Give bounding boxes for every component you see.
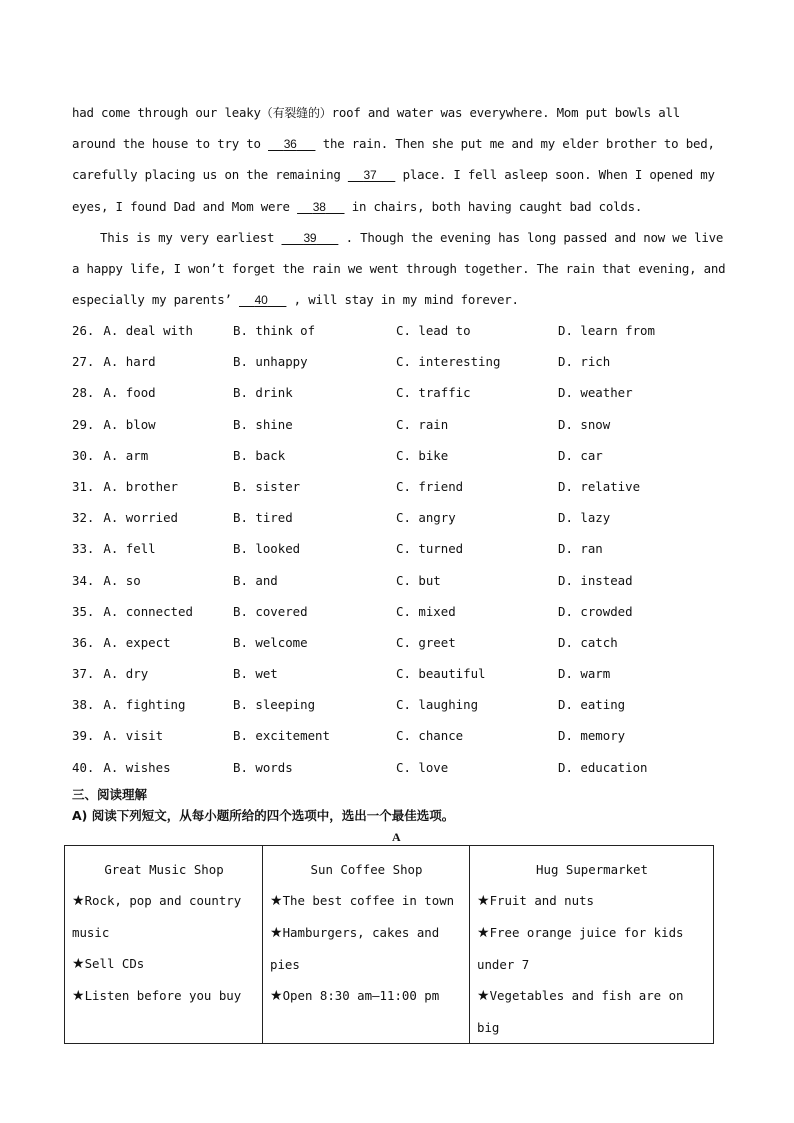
option-c: C. mixed [396, 603, 456, 619]
passage-text: . Though the evening has long passed and now we live [338, 229, 724, 245]
option-d: D. rich [558, 354, 611, 370]
question-row [72, 720, 732, 751]
question-row [72, 440, 732, 471]
star-icon: ★ [477, 925, 490, 941]
ad-item [72, 948, 256, 980]
blank-number: 38 [312, 199, 326, 214]
option-a: A. fell [103, 541, 156, 557]
passage-line-4 [72, 191, 722, 222]
option-d: D. warm [558, 666, 611, 682]
ad-coffee-shop [263, 846, 470, 1044]
option-d: D. weather [558, 385, 633, 401]
option-b: B. wet [233, 666, 278, 682]
option-a: A. dry [103, 666, 149, 682]
option-d: D. snow [558, 416, 611, 432]
option-d: D. lazy [558, 510, 611, 526]
option-d: D. eating [558, 697, 626, 713]
ad-item-text: Sell CDs [84, 956, 145, 971]
section-instruction: A) 阅读下列短文，从每小题所给的四个选项中，选出一个最佳选项。 [72, 808, 455, 823]
question-row [72, 346, 732, 377]
question-number-and-option-a [72, 596, 193, 627]
question-number-and-option-a [72, 409, 156, 440]
option-d: D. catch [558, 634, 618, 650]
question-number-and-option-a [72, 627, 171, 658]
passage-label: A [392, 830, 401, 844]
passage [72, 97, 726, 315]
question-row [72, 752, 732, 783]
option-b: B. sister [233, 478, 301, 494]
option-b: B. shine [233, 416, 293, 432]
option-a: A. hard [103, 354, 156, 370]
ad-item [270, 917, 463, 980]
ad-item [270, 980, 463, 1012]
option-d: D. memory [558, 728, 626, 744]
question-number-and-option-a [72, 533, 156, 564]
ad-item [72, 980, 256, 1012]
gloss-text: （有裂缝的） [260, 106, 332, 120]
option-c: C. interesting [396, 354, 501, 370]
passage-text: place. I fell asleep soon. When I opened my [395, 167, 715, 183]
ad-title: Great Music Shop [104, 862, 224, 877]
question-row [72, 658, 732, 689]
option-b: B. tired [233, 510, 293, 526]
blank-40 [239, 285, 286, 316]
option-a: A. fighting [103, 697, 186, 713]
question-row [72, 409, 732, 440]
option-c: C. traffic [396, 385, 471, 401]
question-number-and-option-a [72, 658, 148, 689]
option-a: A. brother [103, 478, 178, 494]
option-c: C. beautiful [396, 666, 486, 682]
question-number-and-option-a [72, 377, 156, 408]
option-b: B. think of [233, 323, 316, 338]
option-a: A. deal with [103, 323, 193, 338]
option-b: B. excitement [233, 728, 330, 744]
star-icon: ★ [477, 893, 490, 909]
ads-row [65, 846, 714, 1044]
option-b: B. covered [233, 603, 308, 619]
ad-music-shop [65, 846, 263, 1044]
question-row [72, 315, 732, 346]
question-number-and-option-a [72, 440, 148, 471]
option-a: A. worried [103, 510, 178, 526]
ad-item [477, 980, 707, 1043]
question-row [72, 471, 732, 502]
blank-number: 36 [283, 137, 297, 152]
star-icon: ★ [477, 988, 490, 1004]
blank-37 [348, 160, 395, 191]
question-row [72, 377, 732, 408]
passage-text: around the house to try to [72, 136, 269, 152]
option-b: B. words [233, 759, 293, 775]
ad-item-text: The best coffee in town [282, 893, 455, 908]
option-c: C. love [396, 759, 449, 775]
option-a: A. visit [103, 728, 164, 744]
question-number: 37. [72, 666, 95, 682]
question-number-and-option-a [72, 720, 163, 751]
question-number: 27. [72, 354, 95, 370]
question-number-and-option-a [72, 315, 193, 346]
blank-number: 39 [303, 230, 317, 245]
blank-36 [268, 129, 315, 160]
question-row [72, 689, 732, 720]
blank-number: 40 [254, 293, 268, 308]
option-a: A. food [103, 385, 156, 401]
question-number: 33. [72, 541, 95, 557]
option-c: C. angry [396, 510, 456, 526]
star-icon: ★ [72, 988, 85, 1004]
passage-line-3 [72, 159, 722, 190]
option-c: C. greet [396, 634, 456, 650]
option-b: B. unhappy [233, 354, 308, 370]
question-row [72, 627, 732, 658]
question-row [72, 596, 732, 627]
option-a: A. wishes [103, 759, 171, 775]
passage-line-2 [72, 128, 722, 159]
option-a: A. so [103, 572, 141, 588]
option-c: C. chance [396, 728, 464, 744]
option-b: B. sleeping [233, 697, 316, 713]
question-number: 39. [72, 728, 95, 744]
passage-line-5 [72, 222, 722, 253]
ad-item-text: Free orange juice for kids under 7 [477, 925, 684, 972]
star-icon: ★ [270, 988, 283, 1004]
passage-text: the rain. Then she put me and my elder brother to bed, [315, 136, 715, 152]
question-list [72, 315, 732, 783]
option-c: C. lead to [396, 323, 471, 338]
option-c: C. friend [396, 478, 464, 494]
question-number: 36. [72, 634, 95, 650]
option-d: D. crowded [558, 603, 633, 619]
option-b: B. welcome [233, 634, 308, 650]
option-d: D. car [558, 447, 603, 463]
question-number: 30. [72, 447, 95, 463]
star-icon: ★ [72, 893, 85, 909]
ad-item-text: Fruit and nuts [489, 893, 594, 908]
passage-text: in chairs, both having caught bad colds. [344, 198, 643, 214]
star-icon: ★ [270, 893, 283, 909]
ad-item [72, 885, 256, 948]
option-a: A. connected [103, 603, 193, 619]
option-d: D. education [558, 759, 648, 775]
question-number-and-option-a [72, 471, 178, 502]
passage-text: carefully placing us on the remaining [72, 167, 348, 183]
option-d: D. ran [558, 541, 603, 557]
option-c: C. bike [396, 447, 449, 463]
blank-39 [282, 223, 339, 254]
option-d: D. instead [558, 572, 633, 588]
section-heading: 三、阅读理解 [72, 787, 148, 802]
question-row [72, 502, 732, 533]
passage-text: , will stay in my mind forever. [286, 292, 519, 308]
passage-text: This is my very earliest [100, 229, 282, 245]
ad-item [477, 917, 707, 980]
question-number-and-option-a [72, 565, 141, 596]
ads-table [64, 845, 714, 1044]
question-number-and-option-a [72, 689, 185, 720]
option-a: A. expect [103, 634, 171, 650]
ad-title: Hug Supermarket [536, 862, 648, 877]
passage-text: eyes, I found Dad and Mom were [72, 198, 298, 214]
question-number: 32. [72, 510, 95, 526]
passage-text: roof and water was everywhere. Mom put bowls all [331, 105, 681, 120]
question-number: 26. [72, 323, 95, 338]
option-b: B. looked [233, 541, 301, 557]
option-b: B. back [233, 447, 286, 463]
ad-item [270, 885, 463, 917]
ad-item-text: Rock, pop and country music [72, 893, 242, 940]
passage-line-7 [72, 284, 722, 315]
blank-number: 37 [363, 168, 377, 183]
passage-text: especially my parents’ [72, 292, 239, 308]
option-c: C. rain [396, 416, 449, 432]
question-number: 34. [72, 572, 95, 588]
passage-line-6 [72, 253, 726, 284]
passage-text: a happy life, I won’t forget the rain we went through together. The rain that evening, and [72, 260, 726, 276]
question-number: 35. [72, 603, 95, 619]
question-row [72, 533, 732, 564]
question-number: 40. [72, 759, 95, 775]
option-a: A. arm [103, 447, 149, 463]
ad-title: Sun Coffee Shop [310, 862, 423, 877]
question-number: 28. [72, 385, 95, 401]
option-b: B. drink [233, 385, 293, 401]
question-number: 38. [72, 697, 95, 713]
option-c: C. laughing [396, 697, 479, 713]
blank-38 [297, 192, 344, 223]
option-d: D. relative [558, 478, 641, 494]
ad-item-text: Open 8:30 am—11:00 pm [282, 988, 440, 1003]
passage-text: had come through our leaky [72, 105, 261, 120]
ad-item-text: Hamburgers, cakes and pies [270, 925, 440, 972]
ad-item [477, 885, 707, 917]
ad-item-text: Vegetables and fish are on big [477, 988, 684, 1035]
passage-line-1 [72, 97, 722, 128]
ad-supermarket [470, 846, 714, 1044]
option-c: C. turned [396, 541, 464, 557]
question-row [72, 565, 732, 596]
question-number-and-option-a [72, 502, 178, 533]
question-number: 31. [72, 478, 95, 494]
option-d: D. learn from [558, 323, 655, 338]
question-number-and-option-a [72, 346, 156, 377]
option-b: B. and [233, 572, 278, 588]
star-icon: ★ [270, 925, 283, 941]
star-icon: ★ [72, 956, 85, 972]
option-a: A. blow [103, 416, 156, 432]
question-number-and-option-a [72, 752, 171, 783]
ad-item-text: Listen before you buy [84, 988, 242, 1003]
question-number: 29. [72, 416, 95, 432]
option-c: C. but [396, 572, 441, 588]
